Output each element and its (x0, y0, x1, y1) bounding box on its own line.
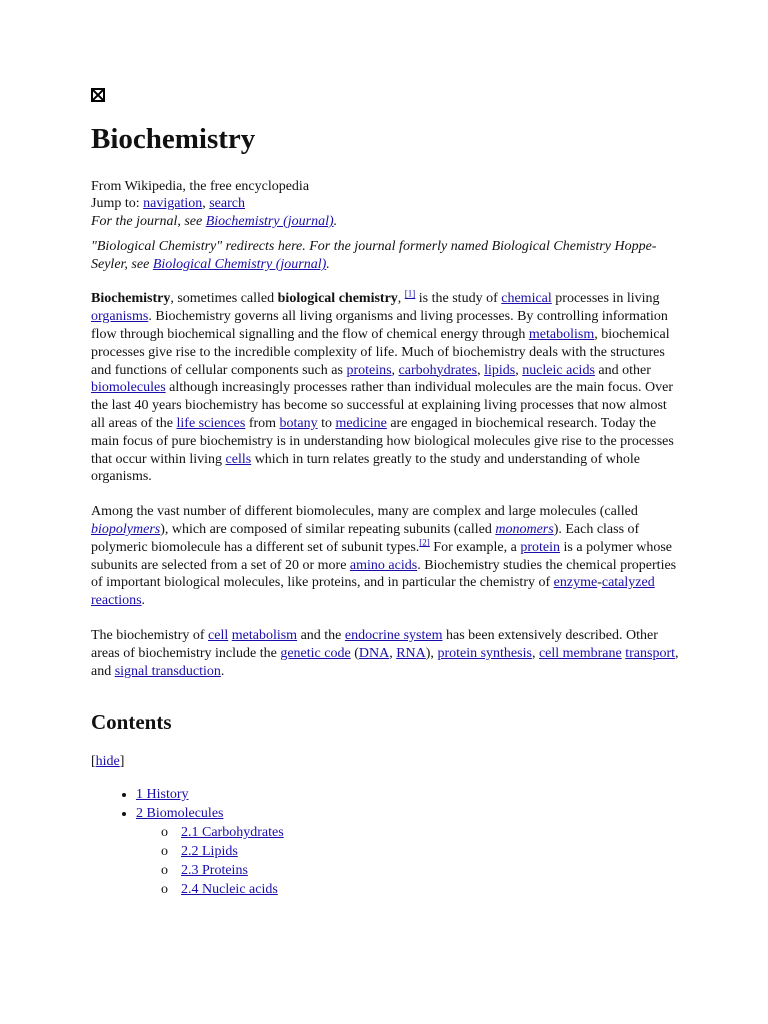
link-organisms[interactable]: organisms (91, 309, 149, 325)
toc-subitem-proteins (161, 861, 681, 880)
ref-1-link[interactable]: [1] (404, 288, 416, 299)
link-reactions[interactable]: reactions (91, 593, 142, 609)
link-biomolecules[interactable]: biomolecules (91, 380, 166, 396)
toc-link-proteins[interactable]: 2.3 Proteins (181, 862, 248, 878)
toc-hide-link[interactable]: hide (95, 754, 120, 770)
link-nucleic-acids[interactable]: nucleic acids (522, 362, 595, 378)
circle-bullet-icon: o (161, 881, 168, 897)
toc-link-carbohydrates[interactable]: 2.1 Carbohydrates (181, 824, 284, 840)
toc-link-history[interactable]: 1 History (136, 786, 189, 802)
toc-link-biomolecules[interactable]: 2 Biomolecules (136, 805, 224, 821)
paragraph-areas: The biochemistry of cell metabolism and the endocrine system has been extensively described. Other areas of biochemistry include the genetic code (DNA, RNA), protein synthesis, cell membrane transport, and signal transduction. (91, 627, 679, 679)
link-metabolism[interactable]: metabolism (528, 326, 595, 342)
toc-subitem-lipids (161, 842, 681, 861)
link-cells[interactable]: cells (225, 451, 252, 467)
hatnote-journal: For the journal, see Biochemistry (journal). (91, 213, 338, 229)
link-signal-transduction[interactable]: signal transduction (114, 663, 221, 679)
link-amino-acids[interactable]: amino acids (349, 557, 418, 573)
jump-navigation-link[interactable]: navigation (143, 196, 203, 212)
link-cell-membrane[interactable]: cell membrane (538, 645, 622, 661)
page-title: Biochemistry (91, 123, 256, 155)
toc-list (91, 785, 681, 899)
circle-bullet-icon: o (161, 824, 168, 840)
toc-item-biomolecules (136, 804, 681, 899)
site-sub: From Wikipedia, the free encyclopedia (91, 178, 310, 194)
link-medicine[interactable]: medicine (335, 415, 387, 431)
link-life-sciences[interactable]: life sciences (176, 415, 246, 431)
circle-bullet-icon: o (161, 862, 168, 878)
link-endocrine-system[interactable]: endocrine system (344, 627, 443, 643)
link-botany[interactable]: botany (279, 415, 318, 431)
circle-bullet-icon: o (161, 843, 168, 859)
toc-link-nucleic-acids[interactable]: 2.4 Nucleic acids (181, 881, 278, 897)
link-chemical[interactable]: chemical (501, 291, 552, 307)
link-monomers[interactable]: monomers (495, 521, 554, 537)
paragraph-intro: Biochemistry, sometimes called biological chemistry, [1] is the study of chemical processes in living organisms. Biochemistry governs all living organisms and living processes. By controlling information flow through biochemical signalling and the flow of chemical energy through metabolism, biochemical processes give rise to the incredible complexity of life. Much of biochemistry deals with the structures and functions of cellular components such as proteins, carbohydrates, lipids, nucleic acids and other biomolecules although increasingly processes rather than individual molecules are the main focus. Over the last 40 years biochemistry has become so successful at explaining living processes that now almost all areas of the life sciences from botany to medicine are engaged in biochemical research. Today the main focus of pure biochemistry is in understanding how biological molecules give rise to the processes that occur within living cells which in turn relates greatly to the study and understanding of whole organisms. (91, 288, 674, 485)
jump-links: Jump to: navigation, search (91, 196, 245, 212)
toc-toggle: [hide] (91, 754, 125, 770)
toc-subitem-nucleic-acids (161, 880, 681, 899)
link-biopolymers[interactable]: biopolymers (91, 521, 161, 537)
ref-2-link[interactable]: [2] (419, 537, 430, 548)
paragraph-biomolecules: Among the vast number of different biomolecules, many are complex and large molecules (called biopolymers), which are composed of similar repeating subunits (called monomers). Each class of polymeric biomolecule has a different set of subunit types.[2] For example, a protein is a polymer whose subunits are selected from a set of 20 or more amino acids. Biochemistry studies the chemical properties of important biological molecules, like proteins, and in particular the chemistry of enzyme-catalyzed reactions. (91, 504, 677, 609)
link-protein-synthesis[interactable]: protein synthesis (437, 645, 532, 661)
link-genetic-code[interactable]: genetic code (280, 645, 351, 661)
link-carbohydrates[interactable]: carbohydrates (398, 362, 478, 378)
link-proteins[interactable]: proteins (346, 362, 392, 378)
link-biochemistry-journal[interactable]: Biochemistry (journal) (205, 213, 334, 229)
toc-subitem-carbohydrates (161, 823, 681, 842)
link-cell-metabolism[interactable]: metabolism (231, 627, 298, 643)
link-biological-chemistry-journal[interactable]: Biological Chemistry (journal) (152, 256, 327, 272)
link-protein[interactable]: protein (520, 539, 561, 555)
hatnote-redirect: "Biological Chemistry" redirects here. For the journal formerly named Biological Chemistry Hoppe-Seyler, see Biological Chemistry (journal). (91, 239, 657, 272)
contents-heading: Contents (91, 710, 172, 735)
broken-image-icon (91, 88, 105, 102)
link-rna[interactable]: RNA (396, 645, 426, 661)
link-cell[interactable]: cell (208, 627, 229, 643)
toc-sublist (136, 823, 681, 899)
link-lipids[interactable]: lipids (484, 362, 516, 378)
link-enzyme[interactable]: enzyme (553, 575, 598, 591)
link-catalyzed[interactable]: catalyzed (601, 575, 655, 591)
link-transport[interactable]: transport (625, 645, 675, 661)
article-body (91, 88, 681, 899)
link-dna[interactable]: DNA (358, 645, 390, 661)
jump-search-link[interactable]: search (209, 196, 245, 212)
toc-link-lipids[interactable]: 2.2 Lipids (181, 843, 238, 859)
toc-item-history (136, 785, 681, 804)
